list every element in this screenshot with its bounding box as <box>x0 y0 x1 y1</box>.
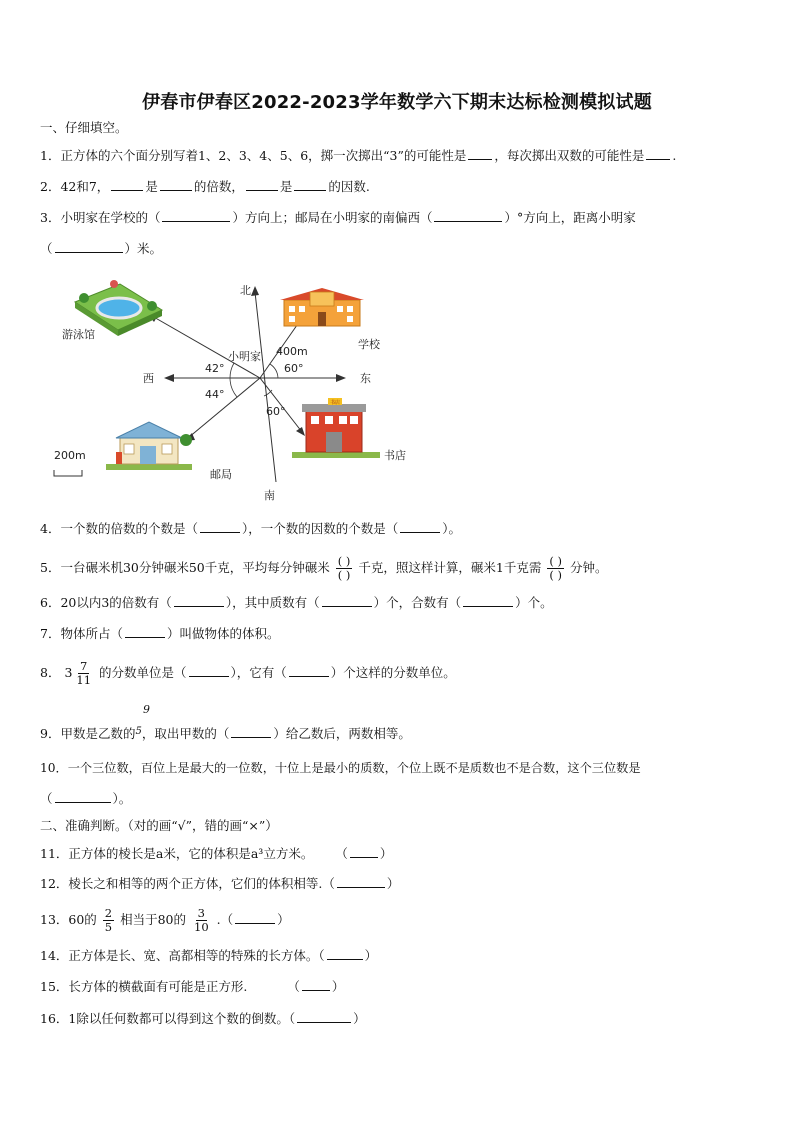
question-9 <box>40 724 411 742</box>
fraction-numerator[interactable]: ( ) <box>549 554 562 568</box>
fraction <box>103 907 114 934</box>
angle-pool-label: 42° <box>205 362 225 375</box>
question-6 <box>40 594 553 611</box>
angle-bookstore-label: 60° <box>266 405 286 418</box>
q6-text: ），其中质数有（ <box>225 595 320 610</box>
q12-text: 12．棱长之和相等的两个正方体，它们的体积相等.（ <box>40 876 335 891</box>
question-7 <box>40 625 279 642</box>
section-heading: 一、仔细填空。 <box>40 120 128 135</box>
q13-text: 13．60的 <box>40 912 97 927</box>
q4-text: ），一个数的因数的个数是（ <box>241 521 399 536</box>
q4-text: ）。 <box>442 521 461 536</box>
fraction <box>547 555 564 582</box>
q6-text: ）个，合数有（ <box>373 595 462 610</box>
q16-text: 16．1除以任何数都可以得到这个数的倒数。（ <box>40 1011 296 1026</box>
question-5 <box>40 555 607 582</box>
south-label: 南 <box>264 489 275 502</box>
q5-text: 分钟。 <box>569 560 608 575</box>
mixed-number-whole: 3 <box>64 665 73 680</box>
answer-blank[interactable] <box>111 178 143 191</box>
q8-text: ），它有（ <box>230 665 287 680</box>
distance-label: 400m <box>276 345 308 358</box>
q10-text: （ <box>40 791 53 806</box>
q11-text: （ <box>335 846 348 861</box>
answer-blank[interactable] <box>189 664 229 677</box>
q4-text: 4．一个数的倍数的个数是（ <box>40 521 198 536</box>
ray-to-post <box>188 378 260 438</box>
question-15 <box>40 978 344 995</box>
answer-blank[interactable] <box>322 594 372 607</box>
q9-numerator: 9 <box>143 703 150 716</box>
q6-text: 6．20以内3的倍数有（ <box>40 595 172 610</box>
q2-text: 是 <box>145 179 158 194</box>
q2-text: 2．42和7， <box>40 179 110 194</box>
q1-text: . <box>672 148 677 163</box>
school-label: 学校 <box>358 338 380 351</box>
east-label: 东 <box>360 372 371 385</box>
fraction <box>192 907 211 934</box>
arrow-icon <box>296 427 305 436</box>
q8-text: 8． <box>40 665 61 680</box>
q14-text: 14．正方体是长、宽、高都相等的特殊的长方体。（ <box>40 948 325 963</box>
north-arrow-icon <box>251 286 259 296</box>
page-title: 伊春市伊春区2022-2023学年数学六下期末达标检测模拟试题 <box>142 92 652 113</box>
fraction-denominator[interactable]: ( ) <box>337 568 351 582</box>
scale-bar <box>54 470 82 476</box>
q13-text: .（ <box>216 912 234 927</box>
angle-arc <box>270 364 278 378</box>
bookstore-image <box>292 398 380 458</box>
question-12 <box>40 875 399 892</box>
q13-text: ） <box>277 912 290 927</box>
q1-text: ，每次掷出双数的可能性是 <box>494 148 645 163</box>
q11-text: 11．正方体的棱长是a米，它的体积是a³立方米。 <box>40 846 314 861</box>
q9-denominator: 5 <box>135 726 142 737</box>
q16-text: ） <box>353 1011 366 1026</box>
west-arrow-icon <box>164 374 174 382</box>
question-2 <box>40 178 370 195</box>
q9-text: ）给乙数后，两数相等。 <box>273 726 411 741</box>
q3-text: （ <box>40 241 53 256</box>
angle-post-label: 44° <box>205 388 225 401</box>
answer-blank[interactable] <box>468 147 492 160</box>
q10-text: 10．一个三位数，百位上是最大的一位数，十位上是最小的质数，个位上既不是质数也不是合数，这个三位数是 <box>40 761 641 775</box>
angle-arc <box>230 378 237 397</box>
scale-label: 200m <box>54 449 86 462</box>
answer-blank[interactable] <box>246 178 278 191</box>
answer-blank[interactable] <box>327 947 363 960</box>
q11-text: ） <box>379 846 393 861</box>
q10-text: ）。 <box>112 791 132 806</box>
q7-text: 7．物体所占（ <box>40 626 123 641</box>
answer-blank[interactable] <box>350 845 378 858</box>
answer-blank[interactable] <box>289 664 329 677</box>
angle-arc <box>264 390 272 396</box>
angle-arc <box>230 363 234 378</box>
q1-text: 1．正方体的六个面分别写着1、2、3、4、5、6，掷一次掷出“3”的可能性是 <box>40 148 467 163</box>
west-label: 西 <box>143 372 154 385</box>
answer-blank[interactable] <box>55 790 111 803</box>
q2-text: 的因数. <box>328 179 370 194</box>
answer-blank[interactable] <box>434 209 502 222</box>
fraction <box>74 660 93 687</box>
fraction-numerator: 2 <box>104 906 113 920</box>
q3-text: ）方向上；邮局在小明家的南偏西（ <box>232 210 433 225</box>
question-10-cont <box>40 790 131 807</box>
q15-text: ） <box>331 979 345 994</box>
question-10 <box>40 760 641 776</box>
q2-text: 的倍数， <box>193 179 244 194</box>
fraction-numerator: 3 <box>197 906 205 920</box>
post-office-image <box>106 422 192 470</box>
answer-blank[interactable] <box>297 1010 351 1023</box>
q3-text: ）米。 <box>124 241 163 256</box>
fraction-numerator: 7 <box>80 659 88 673</box>
answer-blank[interactable] <box>162 209 230 222</box>
q8-text: 的分数单位是（ <box>99 665 187 680</box>
question-14 <box>40 947 377 964</box>
question-16 <box>40 1010 366 1027</box>
q9-text: ，取出甲数的（ <box>141 726 230 741</box>
q15-text: （ <box>287 979 300 994</box>
q5-text: 千克，照这样计算，碾米1千克需 <box>358 560 542 575</box>
post-office-label: 邮局 <box>210 468 232 481</box>
fraction-numerator[interactable]: ( ) <box>337 554 351 568</box>
answer-blank[interactable] <box>463 594 513 607</box>
q3-text: ）°方向上，距离小明家 <box>504 210 636 225</box>
question-1 <box>40 147 676 164</box>
answer-blank[interactable] <box>55 240 123 253</box>
q15-text: 15．长方体的横截面有可能是正方形. <box>40 979 248 994</box>
north-south-axis <box>255 292 276 482</box>
fraction <box>336 555 353 582</box>
store-sign-text: 书店 <box>330 400 341 406</box>
question-11 <box>40 845 392 862</box>
q5-text: 5．一台碾米机30分钟碾米50千克，平均每分钟碾米 <box>40 560 330 575</box>
q2-text: 是 <box>279 179 293 194</box>
q13-text: 相当于80的 <box>120 912 187 927</box>
fraction-denominator: 11 <box>76 673 92 687</box>
answer-blank[interactable] <box>200 520 240 533</box>
answer-blank[interactable] <box>294 178 326 191</box>
question-13 <box>40 907 290 934</box>
answer-blank[interactable] <box>231 725 271 738</box>
bookstore-label: 书店 <box>384 449 406 462</box>
q3-text: 3．小明家在学校的（ <box>40 210 161 225</box>
answer-blank[interactable] <box>235 911 275 924</box>
angle-school-label: 60° <box>284 362 304 375</box>
question-4 <box>40 520 461 537</box>
q8-text: ）个这样的分数单位。 <box>330 665 456 680</box>
school-image <box>280 288 364 326</box>
answer-blank[interactable] <box>125 625 165 638</box>
answer-blank[interactable] <box>302 978 330 991</box>
fraction-denominator[interactable]: ( ) <box>549 568 562 582</box>
answer-blank[interactable] <box>160 178 192 191</box>
answer-blank[interactable] <box>400 520 440 533</box>
pool-label: 游泳馆 <box>62 328 95 341</box>
north-label: 北 <box>240 284 251 297</box>
q6-text: ）个。 <box>515 595 553 610</box>
fraction-denominator: 5 <box>104 920 113 934</box>
q12-text: ） <box>386 876 400 891</box>
center-label: 小明家 <box>228 350 261 363</box>
section-heading: 二、准确判断。（对的画“√”，错的画“×”） <box>40 818 278 833</box>
answer-blank[interactable] <box>174 594 224 607</box>
east-arrow-icon <box>336 374 346 382</box>
answer-blank[interactable] <box>646 147 670 160</box>
question-3-cont <box>40 240 162 257</box>
answer-blank[interactable] <box>337 875 385 888</box>
question-3 <box>40 209 636 226</box>
question-8 <box>40 660 456 687</box>
direction-map <box>40 272 440 512</box>
q14-text: ） <box>364 948 378 963</box>
q9-text: 9．甲数是乙数的 <box>40 726 136 741</box>
q7-text: ）叫做物体的体积。 <box>166 626 280 641</box>
fraction-denominator: 10 <box>194 920 209 934</box>
